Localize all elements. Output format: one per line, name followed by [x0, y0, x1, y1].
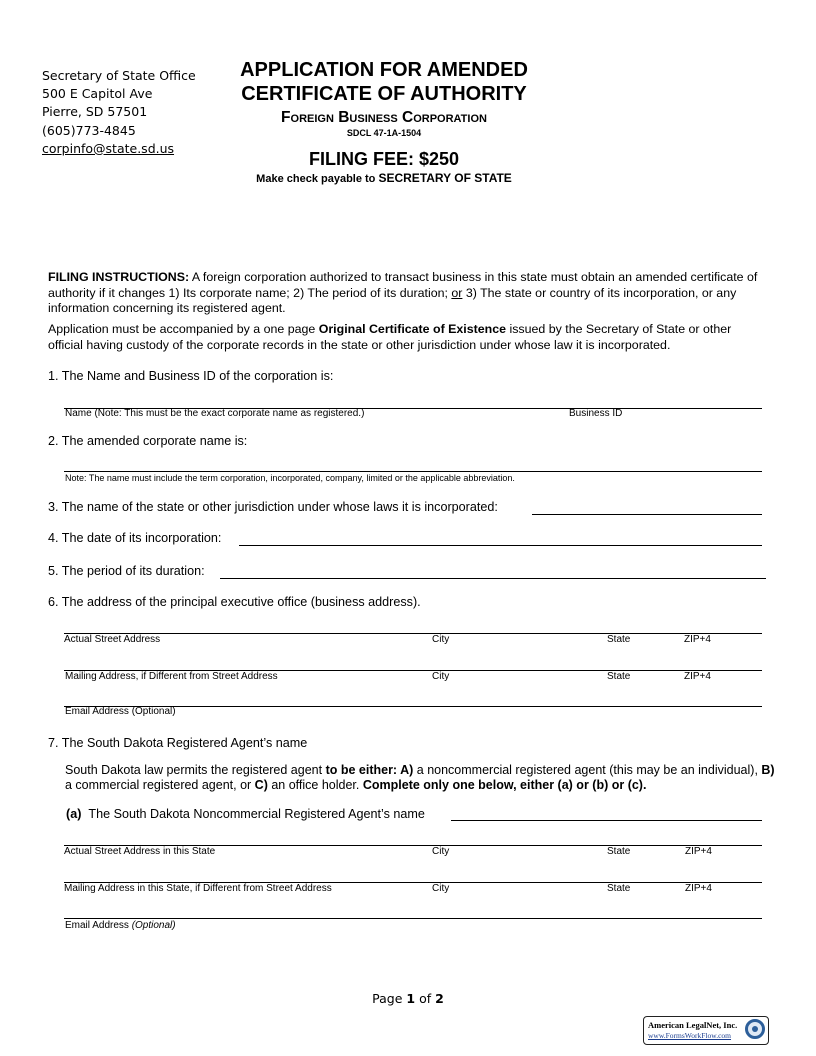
logo-company: American LegalNet, Inc. [648, 1020, 738, 1030]
instructions-label: FILING INSTRUCTIONS: [48, 270, 190, 284]
q6-label: 6. The address of the principal executive office (business address). [48, 595, 421, 609]
q7-city-label: City [432, 846, 450, 857]
q7a-label [66, 807, 425, 821]
logo-swirl-icon [745, 1019, 765, 1039]
q1-id-label: Business ID [569, 408, 623, 419]
q7-bold-4: Complete only one below, either (a) or (b) or (c). [362, 777, 647, 792]
office-city: Pierre, SD 57501 [42, 104, 148, 120]
q7-state-label: State [607, 846, 631, 857]
q7-mailing-label: Mailing Address in this State, if Different from Street Address [64, 883, 332, 894]
q7-mailing-city-label: City [432, 883, 450, 894]
filing-instructions [48, 270, 766, 317]
instructions-text-end: 3) The state or country of its incorporation, or any information concerning its registered agent. [48, 285, 737, 315]
q1-name-label: Name (Note: This must be the exact corporate name as registered.) [65, 408, 365, 419]
q7-agent-explanation [65, 763, 780, 792]
q7-email-optional: (Optional) [131, 920, 176, 931]
q1-label: 1. The Name and Business ID of the corporation is: [48, 369, 334, 383]
office-email-link[interactable]: corpinfo@state.sd.us [42, 140, 175, 156]
office-phone: (605)773-4845 [42, 122, 136, 138]
q6-mailing-state-label: State [607, 671, 631, 682]
q7a-agent-name-field[interactable] [451, 820, 762, 821]
american-legalnet-logo[interactable] [643, 1016, 769, 1045]
requirement-text-end: issued by the Secretary of State or other official having custody of the corporate records in the state or other jurisdiction under whose law it is incorporated. [48, 322, 732, 352]
q2-note: Note: The name must include the term corporation, incorporated, company, limited or the applicable abbreviation. [65, 473, 515, 483]
q6-mailing-label: Mailing Address, if Different from Street Address [65, 671, 278, 682]
instructions-or: or [451, 285, 463, 300]
page-prefix: Page [372, 991, 407, 1006]
q5-duration-field[interactable] [220, 578, 766, 579]
q6-zip-label: ZIP+4 [684, 634, 711, 645]
q7-bold-2: B) [761, 763, 775, 777]
logo-url: www.FormsWorkFlow.com [648, 1031, 732, 1040]
q6-email-label: Email Address (Optional) [65, 706, 176, 717]
q6-city-label: City [432, 634, 450, 645]
q2-label: 2. The amended corporate name is: [48, 434, 248, 448]
q4-incorporation-date-field[interactable] [239, 545, 762, 546]
requirement-bold: Original Certificate of Existence [318, 322, 507, 336]
requirement-text: Application must be accompanied by a one page [48, 322, 319, 336]
q7-email-field[interactable] [64, 918, 762, 919]
page-of: of [415, 991, 436, 1006]
certificate-requirement [48, 322, 766, 353]
instructions-text: A foreign corporation authorized to transact business in this state must obtain an amended certificate of authority if it changes 1) Its corporate name; 2) The period of its duration; [48, 270, 758, 300]
q3-jurisdiction-field[interactable] [532, 514, 762, 515]
q6-street-address-field[interactable] [64, 633, 762, 634]
q7-mailing-zip-label: ZIP+4 [685, 883, 712, 894]
q7-text-2: a noncommercial registered agent (this may be an individual), [413, 763, 762, 777]
payable-prefix: Make check payable to [256, 173, 376, 185]
q7-street-label: Actual Street Address in this State [64, 846, 216, 857]
payable-note [200, 171, 568, 185]
q6-street-label: Actual Street Address [64, 634, 161, 645]
q5-label: 5. The period of its duration: [48, 564, 205, 578]
office-name: Secretary of State Office [42, 68, 196, 83]
office-address [42, 67, 196, 158]
q7-mailing-state-label: State [607, 883, 631, 894]
q4-label: 4. The date of its incorporation: [48, 531, 222, 545]
q6-state-label: State [607, 634, 631, 645]
page-total: 2 [435, 991, 444, 1006]
q7-bold-3: C) [254, 777, 268, 792]
q7-email-prefix: Email Address [65, 920, 132, 931]
q7-zip-label: ZIP+4 [685, 846, 712, 857]
q2-amended-name-field[interactable] [64, 471, 762, 472]
payable-to: SECRETARY OF STATE [378, 171, 512, 185]
title-line-1: APPLICATION FOR AMENDED [240, 59, 528, 81]
title-line-2: CERTIFICATE OF AUTHORITY [241, 83, 527, 105]
q7-label: 7. The South Dakota Registered Agent’s name [48, 736, 308, 750]
q7-bold-1: to be either: A) [325, 763, 414, 777]
page-number [0, 991, 816, 1006]
q7a-letter: (a) [66, 807, 82, 821]
q6-mailing-city-label: City [432, 671, 450, 682]
form-subtitle: Foreign Business Corporation [281, 109, 487, 126]
office-street: 500 E Capitol Ave [42, 86, 153, 102]
q7a-text: The South Dakota Noncommercial Registered Agent’s name [88, 807, 425, 821]
statute-reference: SDCL 47-1A-1504 [346, 128, 422, 138]
form-title [200, 58, 568, 106]
q7-text-1: South Dakota law permits the registered agent [65, 763, 326, 777]
q3-label: 3. The name of the state or other jurisdiction under whose laws it is incorporated: [48, 500, 498, 514]
q7-text-4: an office holder. [267, 777, 363, 792]
page-current: 1 [406, 991, 416, 1006]
q7-text-3: a commercial registered agent, or [65, 777, 255, 792]
q7-email-label [65, 920, 176, 931]
filing-fee: FILING FEE: $250 [308, 149, 460, 169]
q6-mailing-zip-label: ZIP+4 [684, 671, 711, 682]
